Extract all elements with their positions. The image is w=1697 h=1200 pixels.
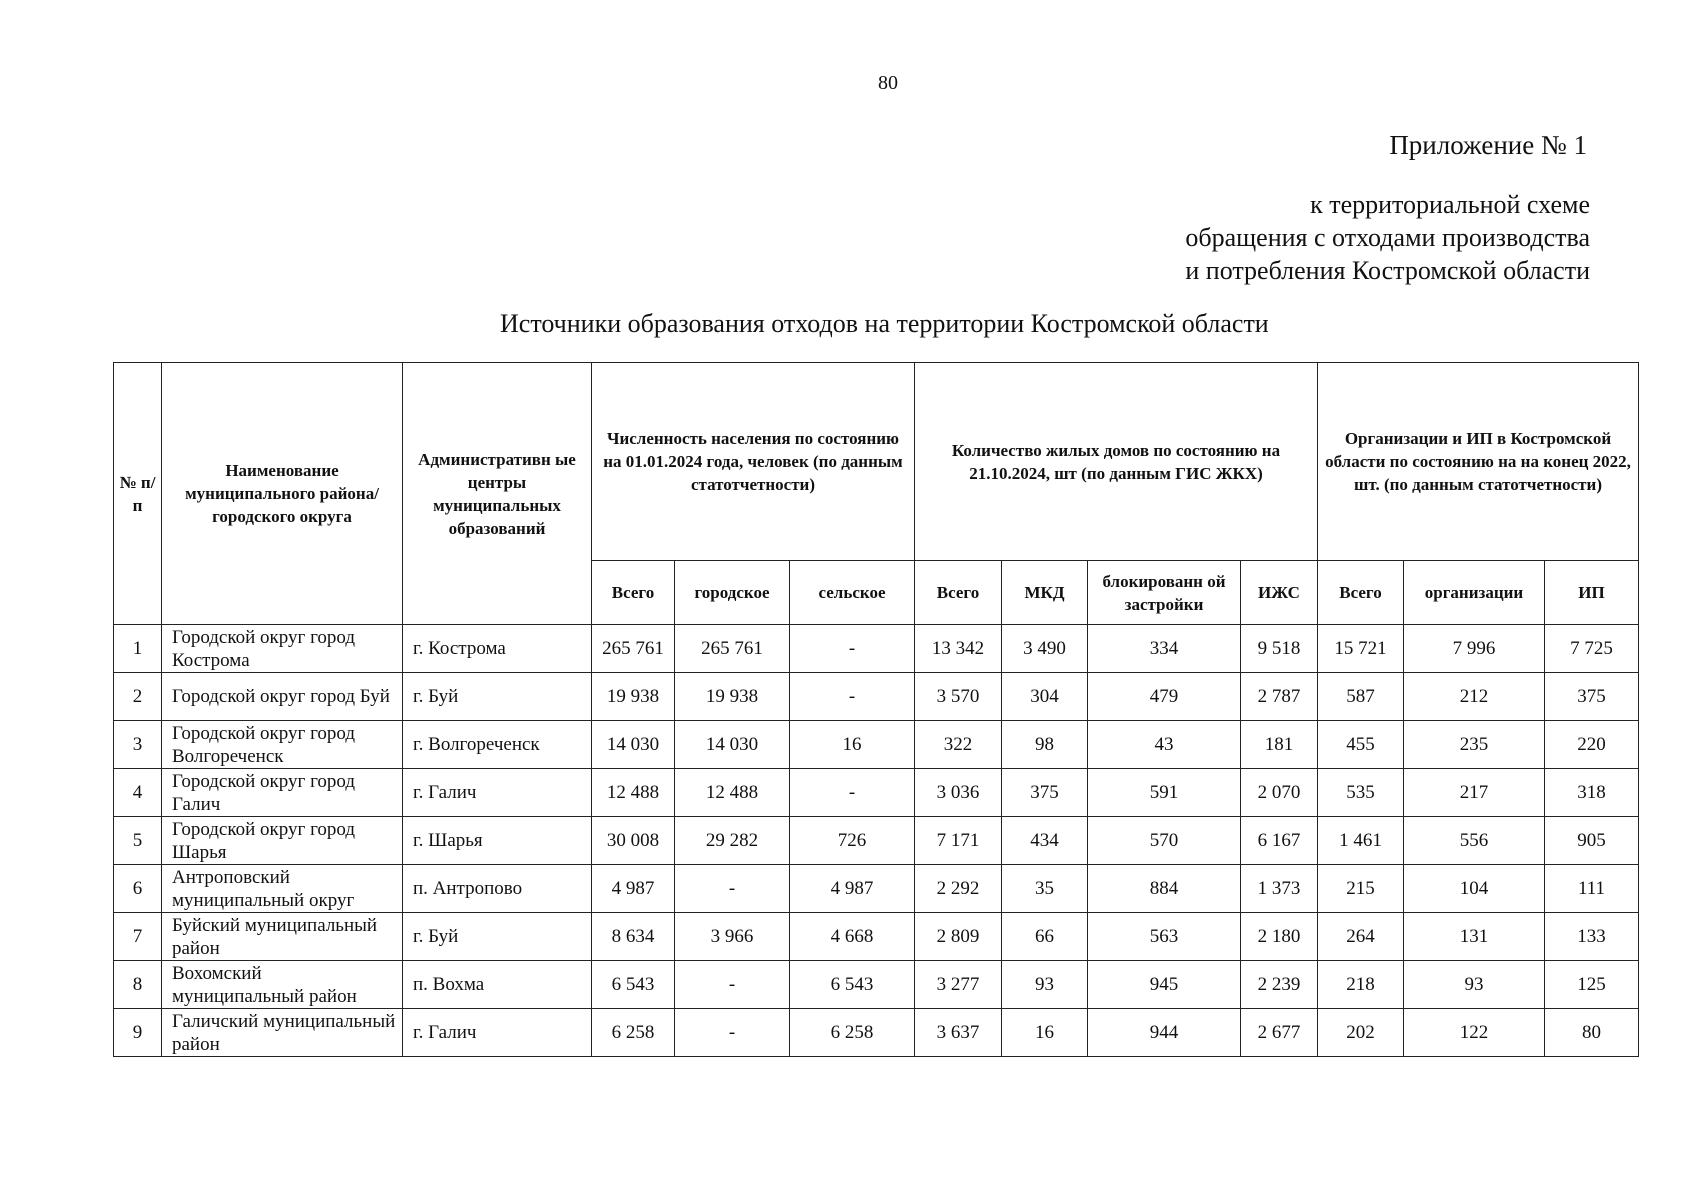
cell-name: Городской округ город Кострома	[162, 625, 403, 673]
table-row	[114, 865, 1639, 913]
header-orgs: Организации и ИП в Костромской области по состоянию на на конец 2022, шт. (по данным статотчетности)	[1318, 363, 1639, 561]
cell-center: п. Вохма	[403, 961, 592, 1009]
cell-houses-blocked: 570	[1088, 817, 1241, 865]
cell-center: г. Буй	[403, 673, 592, 721]
cell-pop-rural: -	[790, 769, 915, 817]
cell-name: Городской округ город Буй	[162, 673, 403, 721]
cell-center: г. Буй	[403, 913, 592, 961]
subheader-pop-urban: городское	[675, 561, 790, 625]
header-population: Численность населения по состоянию на 01.01.2024 года, человек (по данным статотчетности)	[592, 363, 915, 561]
cell-center: г. Галич	[403, 769, 592, 817]
cell-pop-rural: 4 668	[790, 913, 915, 961]
cell-pop-rural: 16	[790, 721, 915, 769]
subheader-houses-izhs: ИЖС	[1241, 561, 1318, 625]
cell-orgs-ip: 133	[1545, 913, 1639, 961]
cell-houses-blocked: 479	[1088, 673, 1241, 721]
cell-orgs-ip: 220	[1545, 721, 1639, 769]
cell-name: Городской округ город Галич	[162, 769, 403, 817]
cell-num: 7	[114, 913, 162, 961]
cell-pop-total: 19 938	[592, 673, 675, 721]
cell-pop-rural: -	[790, 625, 915, 673]
cell-orgs-orgs: 235	[1404, 721, 1545, 769]
cell-orgs-ip: 318	[1545, 769, 1639, 817]
cell-center: п. Антропово	[403, 865, 592, 913]
cell-pop-total: 4 987	[592, 865, 675, 913]
cell-pop-urban: -	[675, 961, 790, 1009]
cell-orgs-total: 15 721	[1318, 625, 1404, 673]
cell-pop-rural: 726	[790, 817, 915, 865]
cell-orgs-ip: 111	[1545, 865, 1639, 913]
cell-orgs-orgs: 217	[1404, 769, 1545, 817]
cell-houses-total: 2 809	[915, 913, 1002, 961]
cell-houses-total: 322	[915, 721, 1002, 769]
cell-houses-total: 3 277	[915, 961, 1002, 1009]
cell-pop-total: 8 634	[592, 913, 675, 961]
cell-houses-mkd: 16	[1002, 1009, 1088, 1057]
cell-orgs-orgs: 122	[1404, 1009, 1545, 1057]
cell-pop-total: 6 258	[592, 1009, 675, 1057]
subheader-houses-blocked: блокированн ой застройки	[1088, 561, 1241, 625]
cell-orgs-orgs: 556	[1404, 817, 1545, 865]
cell-houses-blocked: 945	[1088, 961, 1241, 1009]
header-name: Наименование муниципального района/ городского округа	[162, 363, 403, 625]
cell-name: Городской округ город Волгореченск	[162, 721, 403, 769]
cell-pop-total: 6 543	[592, 961, 675, 1009]
subheader-pop-rural: сельское	[790, 561, 915, 625]
cell-pop-urban: 14 030	[675, 721, 790, 769]
cell-houses-total: 3 570	[915, 673, 1002, 721]
cell-houses-izhs: 1 373	[1241, 865, 1318, 913]
cell-pop-rural: 6 258	[790, 1009, 915, 1057]
cell-num: 9	[114, 1009, 162, 1057]
page-number: 80	[878, 72, 898, 94]
cell-orgs-ip: 7 725	[1545, 625, 1639, 673]
subheader-houses-total: Всего	[915, 561, 1002, 625]
cell-pop-rural: 6 543	[790, 961, 915, 1009]
cell-pop-urban: 19 938	[675, 673, 790, 721]
subheader-houses-mkd: МКД	[1002, 561, 1088, 625]
cell-name: Вохомский муниципальный район	[162, 961, 403, 1009]
cell-houses-mkd: 3 490	[1002, 625, 1088, 673]
cell-houses-mkd: 98	[1002, 721, 1088, 769]
cell-name: Городской округ город Шарья	[162, 817, 403, 865]
cell-houses-izhs: 6 167	[1241, 817, 1318, 865]
cell-pop-total: 265 761	[592, 625, 675, 673]
cell-center: г. Кострома	[403, 625, 592, 673]
cell-houses-total: 2 292	[915, 865, 1002, 913]
table-row	[114, 721, 1639, 769]
cell-pop-urban: 265 761	[675, 625, 790, 673]
cell-num: 4	[114, 769, 162, 817]
table-row	[114, 817, 1639, 865]
cell-num: 8	[114, 961, 162, 1009]
table-row	[114, 625, 1639, 673]
table-body	[114, 625, 1639, 1057]
cell-houses-blocked: 884	[1088, 865, 1241, 913]
cell-num: 5	[114, 817, 162, 865]
cell-name: Буйский муниципальный район	[162, 913, 403, 961]
table-row	[114, 769, 1639, 817]
header-num: № п/ п	[114, 363, 162, 625]
cell-houses-mkd: 66	[1002, 913, 1088, 961]
cell-houses-izhs: 181	[1241, 721, 1318, 769]
subheader-pop-total: Всего	[592, 561, 675, 625]
cell-num: 6	[114, 865, 162, 913]
waste-sources-table	[113, 362, 1639, 1057]
cell-orgs-orgs: 104	[1404, 865, 1545, 913]
cell-orgs-orgs: 93	[1404, 961, 1545, 1009]
cell-houses-mkd: 35	[1002, 865, 1088, 913]
appendix-subtitle-line: и потребления Костромской области	[1185, 256, 1590, 285]
cell-orgs-total: 587	[1318, 673, 1404, 721]
cell-houses-total: 13 342	[915, 625, 1002, 673]
cell-orgs-ip: 905	[1545, 817, 1639, 865]
table-row	[114, 961, 1639, 1009]
appendix-subtitle	[1185, 188, 1590, 287]
table-row	[114, 673, 1639, 721]
subheader-orgs-orgs: организации	[1404, 561, 1545, 625]
cell-name: Антроповский муниципальный округ	[162, 865, 403, 913]
table-row	[114, 913, 1639, 961]
cell-center: г. Шарья	[403, 817, 592, 865]
appendix-subtitle-line: обращения с отходами производства	[1185, 223, 1590, 252]
header-center: Административн ые центры муниципальных образований	[403, 363, 592, 625]
cell-pop-urban: -	[675, 1009, 790, 1057]
cell-houses-izhs: 2 787	[1241, 673, 1318, 721]
cell-orgs-total: 1 461	[1318, 817, 1404, 865]
table-title: Источники образования отходов на территории Костромской области	[500, 309, 1269, 338]
subheader-orgs-total: Всего	[1318, 561, 1404, 625]
cell-houses-blocked: 944	[1088, 1009, 1241, 1057]
cell-pop-rural: -	[790, 673, 915, 721]
cell-houses-blocked: 591	[1088, 769, 1241, 817]
cell-pop-total: 30 008	[592, 817, 675, 865]
cell-houses-izhs: 2 239	[1241, 961, 1318, 1009]
cell-pop-urban: 29 282	[675, 817, 790, 865]
cell-pop-urban: 3 966	[675, 913, 790, 961]
cell-houses-total: 7 171	[915, 817, 1002, 865]
cell-houses-mkd: 434	[1002, 817, 1088, 865]
cell-houses-blocked: 563	[1088, 913, 1241, 961]
header-houses: Количество жилых домов по состоянию на 21.10.2024, шт (по данным ГИС ЖКХ)	[915, 363, 1318, 561]
cell-pop-total: 12 488	[592, 769, 675, 817]
cell-houses-izhs: 2 677	[1241, 1009, 1318, 1057]
cell-orgs-total: 535	[1318, 769, 1404, 817]
cell-houses-izhs: 2 180	[1241, 913, 1318, 961]
subheader-orgs-ip: ИП	[1545, 561, 1639, 625]
appendix-title: Приложение № 1	[1389, 130, 1587, 160]
cell-orgs-ip: 80	[1545, 1009, 1639, 1057]
cell-num: 2	[114, 673, 162, 721]
cell-pop-urban: 12 488	[675, 769, 790, 817]
cell-name: Галичский муниципальный район	[162, 1009, 403, 1057]
cell-num: 3	[114, 721, 162, 769]
cell-orgs-total: 218	[1318, 961, 1404, 1009]
cell-pop-rural: 4 987	[790, 865, 915, 913]
appendix-subtitle-line: к территориальной схеме	[1310, 190, 1590, 219]
cell-houses-mkd: 375	[1002, 769, 1088, 817]
cell-center: г. Волгореченск	[403, 721, 592, 769]
cell-houses-blocked: 43	[1088, 721, 1241, 769]
cell-houses-mkd: 304	[1002, 673, 1088, 721]
cell-orgs-orgs: 212	[1404, 673, 1545, 721]
cell-orgs-ip: 125	[1545, 961, 1639, 1009]
cell-houses-izhs: 2 070	[1241, 769, 1318, 817]
table-row	[114, 1009, 1639, 1057]
cell-houses-blocked: 334	[1088, 625, 1241, 673]
cell-orgs-total: 455	[1318, 721, 1404, 769]
cell-num: 1	[114, 625, 162, 673]
cell-orgs-orgs: 7 996	[1404, 625, 1545, 673]
cell-houses-mkd: 93	[1002, 961, 1088, 1009]
cell-orgs-total: 215	[1318, 865, 1404, 913]
cell-orgs-total: 264	[1318, 913, 1404, 961]
cell-orgs-ip: 375	[1545, 673, 1639, 721]
cell-houses-total: 3 637	[915, 1009, 1002, 1057]
cell-orgs-orgs: 131	[1404, 913, 1545, 961]
cell-houses-total: 3 036	[915, 769, 1002, 817]
cell-pop-urban: -	[675, 865, 790, 913]
cell-pop-total: 14 030	[592, 721, 675, 769]
cell-center: г. Галич	[403, 1009, 592, 1057]
cell-houses-izhs: 9 518	[1241, 625, 1318, 673]
cell-orgs-total: 202	[1318, 1009, 1404, 1057]
